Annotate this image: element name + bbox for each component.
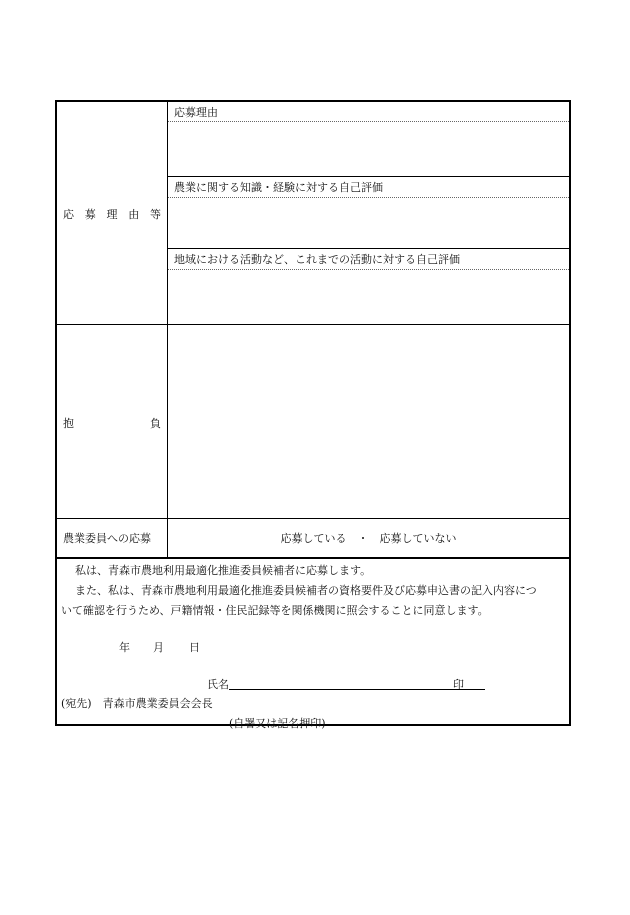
date-day-label: 日	[189, 641, 200, 654]
sub-heading-knowledge: 農業に関する知識・経験に対する自己評価	[174, 181, 383, 194]
declaration-line-3: いて確認を行うため、戸籍情報・住民記録等を関係機関に照会することに同意します。	[61, 604, 489, 617]
application-label: 農業委員への応募	[63, 532, 151, 545]
reason-input-area[interactable]	[168, 122, 569, 176]
name-signature-line[interactable]	[229, 689, 485, 690]
name-label: 氏名	[207, 678, 229, 691]
declaration-line-2: また、私は、青森市農地利用最適化推進委員候補者の資格要件及び応募申込書の記入内容につ	[75, 584, 537, 597]
reason-label: 応 募 理 由 等	[63, 208, 161, 221]
addressee: (宛先) 青森市農業委員会会長	[61, 697, 213, 710]
application-options[interactable]: 応募している ・ 応募していない	[280, 532, 457, 545]
ambition-label: 抱 負	[63, 417, 161, 430]
signature-note: (自署又は記名押印)	[229, 717, 326, 730]
application-form	[55, 100, 571, 730]
declaration-line-1: 私は、青森市農地利用最適化推進委員候補者に応募します。	[75, 564, 372, 577]
sub-heading-activity: 地域における活動など、これまでの活動に対する自己評価	[174, 253, 460, 266]
activity-input-area[interactable]	[168, 270, 569, 324]
sub-heading-reason: 応募理由	[174, 106, 218, 119]
ambition-input-area[interactable]	[168, 325, 569, 518]
date-month-label: 月	[153, 641, 164, 654]
seal-label: 印	[453, 678, 464, 691]
knowledge-input-area[interactable]	[168, 198, 569, 248]
date-year-label: 年	[119, 641, 130, 654]
